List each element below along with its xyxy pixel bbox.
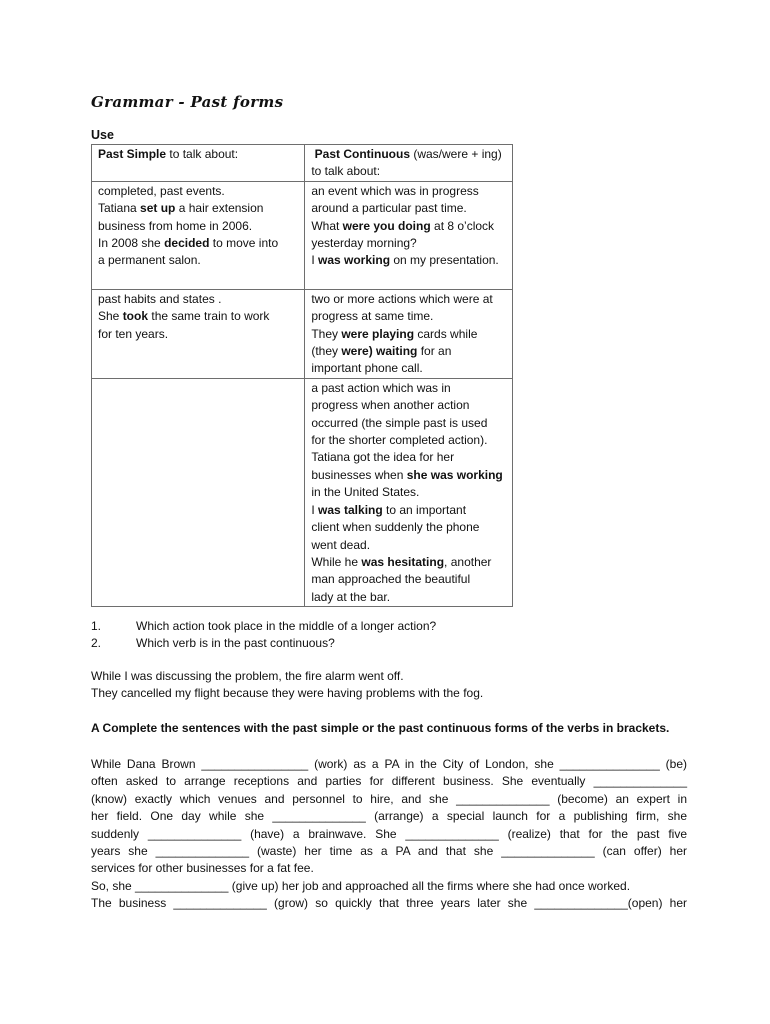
table-row bbox=[92, 289, 513, 378]
past-continuous-event-in-progress: an event which was in progress around a particular past time. What were you doing at 8 o’clock yesterday morning? I was working on my presentation. bbox=[305, 181, 513, 289]
table-row bbox=[92, 181, 513, 289]
exercise-heading: A Complete the sentences with the past simple or the past continuous forms of the verbs in brackets. bbox=[91, 721, 670, 735]
exercise-line: her field. One day while she ______________ (arrange) a special launch for a publishing firm, she bbox=[91, 809, 687, 824]
question-list bbox=[91, 618, 436, 653]
past-simple-completed-events: completed, past events. Tatiana set up a hair extension business from home in 2006. In 2008 she decided to move into a permanent salon. bbox=[92, 181, 305, 289]
exercise-line: often asked to arrange receptions and parties for different business. She eventually ______________ bbox=[91, 774, 687, 789]
list-item: 1. Which action took place in the middle of a longer action? bbox=[91, 619, 437, 633]
list-item: 2. Which verb is in the past continuous? bbox=[91, 636, 335, 651]
exercise-line: The business ______________ (grow) so quickly that three years later she ______________(open) her bbox=[91, 896, 687, 911]
past-continuous-interrupted: a past action which was in progress when another action occurred (the simple past is used for the shorter completed action). Tatiana got the idea for her businesses when she was working in the United States. I was talking to an important client when suddenly the phone went dead. While he was hesitating, another man approached the beautiful lady at the bar. bbox=[305, 378, 513, 606]
past-simple-habits: past habits and states . She took the same train to work for ten years. bbox=[92, 289, 305, 378]
exercise-paragraph bbox=[91, 756, 687, 913]
empty-cell bbox=[92, 378, 305, 606]
exercise-line: (know) exactly which venues and personnel to hire, and she ______________ (become) an expert in bbox=[91, 791, 687, 806]
past-forms-table bbox=[91, 144, 513, 607]
past-continuous-header: Past Continuous (was/were + ing) to talk about: bbox=[305, 145, 513, 182]
exercise-line: services for other businesses for a fat fee. bbox=[91, 861, 314, 876]
example-sentences bbox=[91, 668, 483, 703]
table-row bbox=[92, 378, 513, 606]
exercise-line: suddenly ______________ (have) a brainwave. She ______________ (realize) that for the past five bbox=[91, 826, 687, 841]
page-title: Grammar - Past forms bbox=[91, 93, 284, 111]
example-sentence: While I was discussing the problem, the fire alarm went off. bbox=[91, 669, 404, 683]
use-label: Use bbox=[91, 128, 114, 142]
exercise-line: While Dana Brown ________________ (work) as a PA in the City of London, she _______________ (be) bbox=[91, 757, 687, 771]
past-simple-header: Past Simple to talk about: bbox=[92, 145, 305, 182]
example-sentence: They cancelled my flight because they were having problems with the fog. bbox=[91, 686, 484, 701]
exercise-line: years she ______________ (waste) her time as a PA and that she ______________ (can offer) her bbox=[91, 844, 687, 859]
table-header-row bbox=[92, 145, 513, 182]
past-continuous-simultaneous: two or more actions which were at progress at same time. They were playing cards while (they were) waiting for an important phone call. bbox=[305, 289, 513, 378]
exercise-line: So, she ______________ (give up) her job and approached all the firms where she had once worked. bbox=[91, 878, 631, 893]
